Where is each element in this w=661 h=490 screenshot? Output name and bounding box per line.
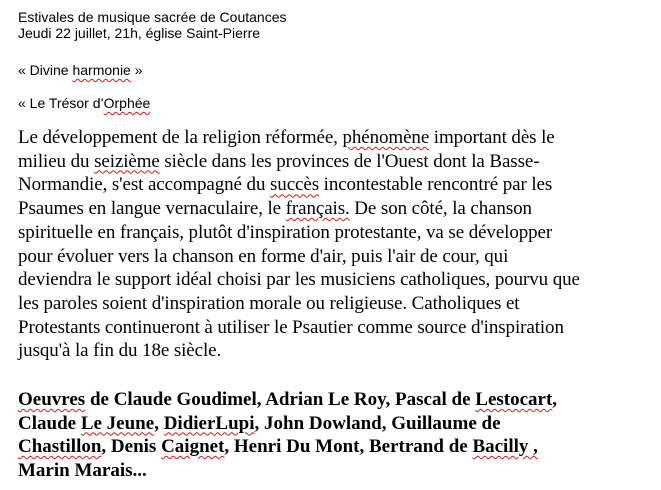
body-paragraph — [18, 126, 646, 363]
spellcheck-flagged-word[interactable]: harmonie — [72, 62, 131, 78]
composers-list — [18, 388, 646, 482]
spellcheck-flagged-word[interactable]: phénomène — [342, 127, 430, 148]
concert-date-venue: Jeudi 22 juillet, 21h, église Saint-Pierre — [18, 25, 261, 41]
body-line: pour évoluer vers la chanson en forme d'air, puis l'air de cour, qui — [18, 245, 509, 267]
quote-tresor-orphee: « Le Trésor d’Orphée — [18, 95, 151, 111]
spellcheck-flagged-word[interactable]: DidierLupi — [163, 412, 255, 434]
body-line: Protestants continueront à utiliser le Psautier comme source d'inspiration — [18, 316, 564, 338]
spellcheck-flagged-word[interactable]: Chastillon — [18, 436, 102, 458]
concert-header — [18, 9, 638, 41]
body-line: Le développement de la religion réformée, phénomène important dès le — [18, 127, 555, 148]
body-line: spirituelle en français, plutôt d'inspiration protestante, va se développer — [18, 221, 553, 243]
spellcheck-flagged-word[interactable]: Le Jeune — [80, 412, 155, 434]
programme-title-1 — [18, 62, 638, 78]
quote-divine-harmonie: « Divine harmonie » — [18, 62, 143, 78]
body-line: Normandie, s'est accompagné du succès incontestable rencontré par les — [18, 174, 553, 196]
festival-title: Estivales de musique sacrée de Coutances — [18, 9, 287, 25]
works-line: Oeuvres de Claude Goudimel, Adrian Le Roy, Pascal de Lestocart, — [18, 389, 558, 410]
spellcheck-flagged-word[interactable]: Bacilly , — [472, 436, 538, 458]
spellcheck-flagged-word[interactable]: Oeuvres — [18, 389, 86, 410]
spellcheck-flagged-word[interactable]: français. — [285, 198, 350, 220]
body-line: deviendra le support idéal choisi par les musiciens catholiques, pourvu que — [18, 269, 580, 291]
works-line: Marin Marais... — [18, 459, 147, 481]
body-line: milieu du seizième siècle dans les provinces de l'Ouest dont la Basse- — [18, 150, 540, 172]
spellcheck-flagged-word[interactable]: Orphée — [103, 95, 151, 111]
programme-title-2 — [18, 95, 638, 111]
body-line: Psaumes en langue vernaculaire, le français. De son côté, la chanson — [18, 198, 532, 220]
spellcheck-flagged-word[interactable]: seizième — [94, 150, 160, 172]
body-line: jusqu'à la fin du 18e siècle. — [18, 340, 222, 362]
works-line: Claude Le Jeune, DidierLupi, John Dowland, Guillaume de — [18, 412, 501, 434]
spellcheck-flagged-word[interactable]: Caignet — [161, 436, 225, 458]
body-line: les paroles soient d'inspiration morale ou religieuse. Catholiques et — [18, 292, 520, 314]
spellcheck-flagged-word[interactable]: Lestocart — [475, 389, 553, 410]
works-line: Chastillon, Denis Caignet, Henri Du Mont, Bertrand de Bacilly , — [18, 436, 538, 458]
spellcheck-flagged-word[interactable]: succès — [270, 174, 319, 196]
